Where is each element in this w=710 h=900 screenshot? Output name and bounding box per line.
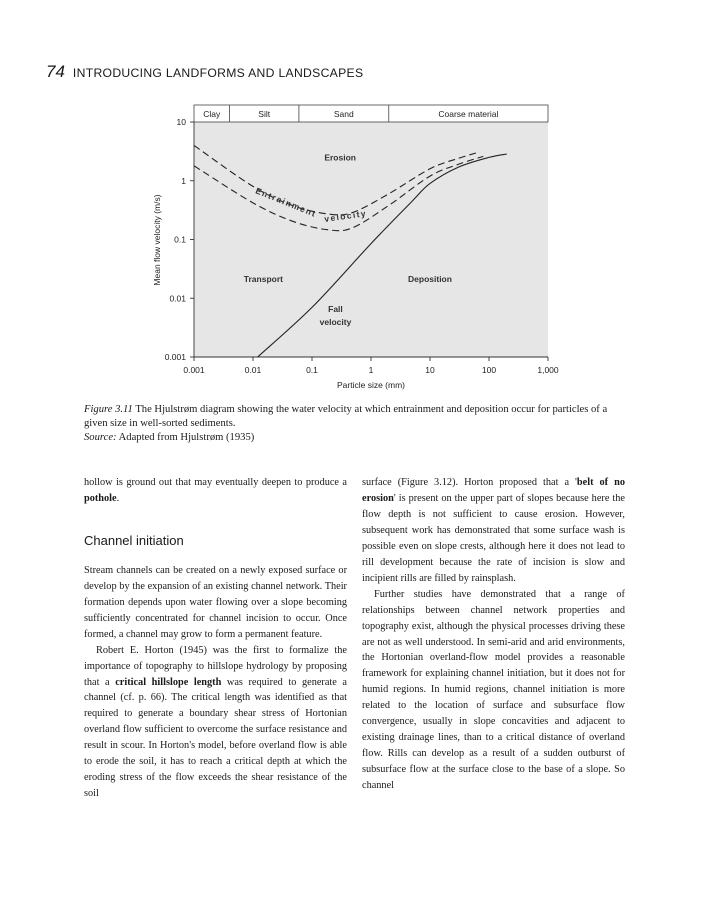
paragraph: Stream channels can be created on a newly exposed surface or develop by the expansion of an existing channel network. Their formation depends upon water flowing over a slope becoming sufficiently concentrated for channel incision to occur. Once formed, a channel may grow to form a permanent feature. — [84, 564, 347, 640]
figure-caption — [84, 403, 624, 445]
x-tick-label: 1 — [368, 365, 374, 375]
caption-text: The Hjulstrøm diagram showing the water velocity at which entrainment and deposition occur for particles of a given size in well-sorted sediments. — [84, 404, 608, 429]
y-tick-label: 1 — [181, 175, 186, 186]
term-critical-hillslope-length: critical hillslope length — [115, 676, 222, 688]
size-class-label: Coarse material — [438, 109, 499, 119]
size-class-label: Clay — [203, 109, 221, 119]
paragraph: Further studies have demonstrated that a range of relationships between channel network properties and topography exist, although the physical processes driving these are not as well understood. In semi-arid and arid environments, the Hortonian overland-flow model provides a reasonable framework for explaining channel initiation, but it does not for humid regions. In humid regions, channel initiation is more related to the location of surface and subsurface flow convergence, usually in slope concavities and adjacent to existing drainage lines, than to a critical distance of overland flow. Rills can develop as a result of a sudden outburst of subsurface flow at the surface close to the base of a slope. So channel — [362, 588, 625, 792]
source-text: Adapted from Hjulstrøm (1935) — [118, 432, 255, 443]
x-tick-label: 1,000 — [537, 365, 559, 375]
x-tick-label: 0.001 — [183, 365, 205, 375]
running-title: INTRODUCING LANDFORMS AND LANDSCAPES — [72, 66, 364, 80]
x-tick-label: 0.1 — [306, 365, 318, 375]
page-number: 74 — [46, 62, 65, 81]
term-belt-of-no-erosion: belt of no erosion — [362, 477, 625, 504]
x-tick-label: 0.01 — [244, 365, 262, 375]
right-column — [362, 475, 625, 794]
term-pothole: pothole — [84, 492, 117, 504]
paragraph: hollow is ground out that may eventually deepen to produce a pothole. — [84, 477, 347, 504]
hjulstrom-diagram — [0, 96, 710, 396]
figure-label: Figure 3.11 — [84, 404, 133, 415]
x-axis-label: Particle size (mm) — [336, 380, 406, 390]
x-tick-label: 100 — [481, 365, 497, 375]
y-tick-label: 0.001 — [164, 352, 186, 362]
page-header — [46, 62, 363, 86]
annotation-fall-velocity: velocity — [319, 317, 352, 328]
plot-area — [194, 105, 548, 357]
y-tick-label: 0.1 — [174, 234, 186, 245]
y-axis-label: Mean flow velocity (m/s) — [152, 194, 162, 286]
section-heading: Channel initiation — [84, 532, 184, 548]
annotation-fall: Fall — [328, 304, 343, 315]
region-label-erosion: Erosion — [324, 152, 356, 163]
y-tick-label: 0.01 — [169, 293, 186, 304]
left-column — [84, 475, 347, 802]
region-label-deposition: Deposition — [408, 273, 452, 284]
paragraph: Robert E. Horton (1945) was the first to formalize the importance of topography to hillslope hydrology by proposing that a critical hillslope length was required to generate a channel (cf. p. 66). The critical length was identified as that required to generate a boundary shear stress of Hortonian overland flow sufficient to overcome the surface resistance and result in scour. In Horton's model, before overland flow is able to erode the soil, it has to reach a critical depth at which the eroding stress of the flow exceeds the shear resistance of the soil — [84, 644, 347, 800]
region-label-transport: Transport — [243, 273, 283, 284]
annotation-entrainment-velocity: velocity — [323, 208, 368, 224]
x-tick-label: 10 — [425, 365, 435, 375]
size-class-label: Sand — [333, 109, 354, 119]
source-label: Source: — [84, 432, 117, 443]
annotation-entrainment: Entrainment — [254, 185, 319, 220]
y-tick-label: 10 — [176, 117, 186, 127]
size-class-label: Silt — [258, 109, 271, 119]
paragraph: surface (Figure 3.12). Horton proposed that a 'belt of no erosion' is present on the upper part of slopes because here the flow depth is not sufficient to cause erosion. However, subsequent work has demonstrated that some surface wash is possible even on slope crests, although here it does not lead to rill development because the rate of incision is slow and incipient rills are filled by rainsplash. — [362, 477, 625, 584]
